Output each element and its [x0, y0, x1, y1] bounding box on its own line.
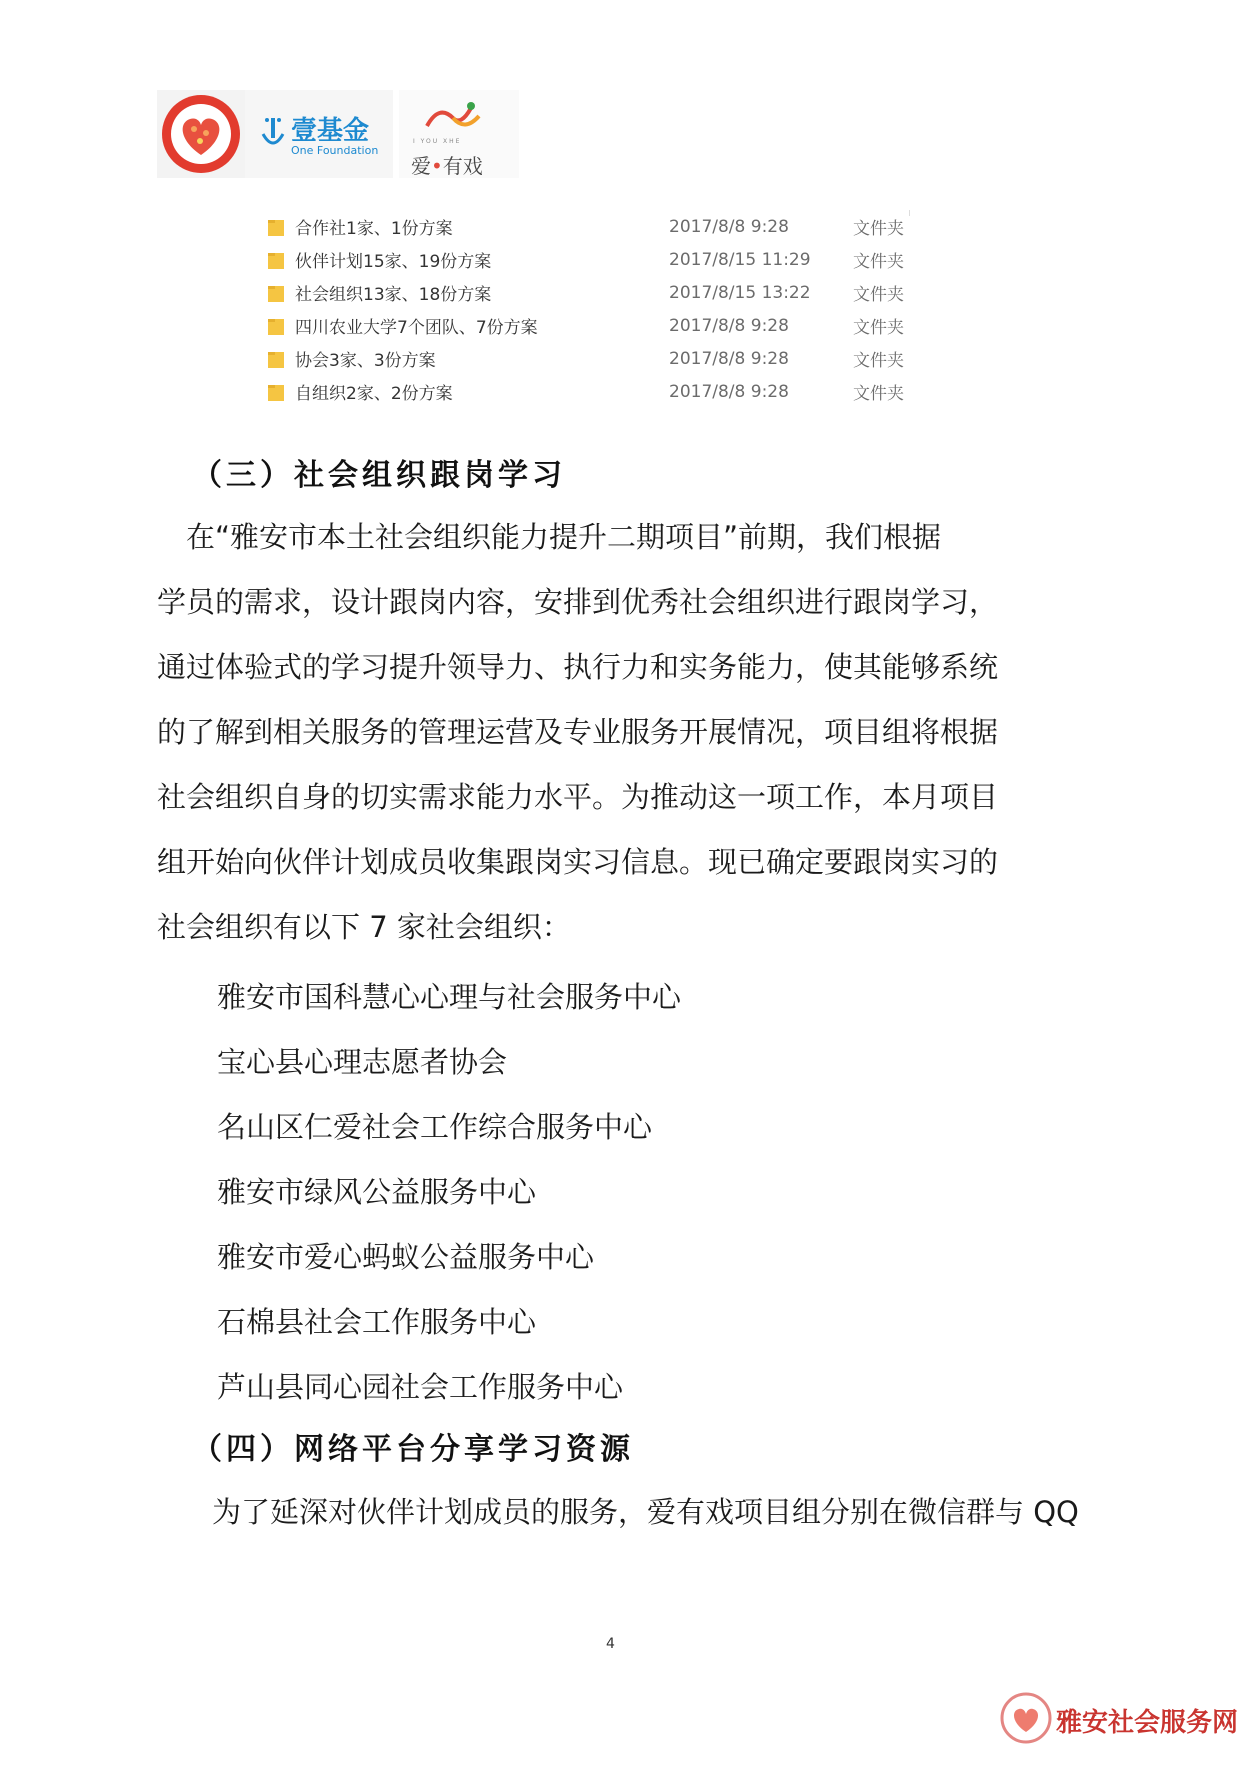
folder-icon [268, 284, 286, 302]
folder-name: 四川农业大学7个团队、7份方案 [295, 318, 538, 338]
folder-row[interactable] [250, 243, 910, 276]
folder-icon [268, 317, 286, 335]
org-item: 雅安市爱心蚂蚁公益服务中心 [217, 1240, 595, 1274]
org-item: 雅安市绿风公益服务中心 [217, 1175, 537, 1209]
paragraph-line: 的了解到相关服务的管理运营及专业服务开展情况，项目组将根据 [157, 715, 999, 749]
paragraph-line: 组开始向伙伴计划成员收集跟岗实习信息。现已确定要跟岗实习的 [157, 845, 999, 879]
ai-you-xi-mark-icon [419, 96, 489, 140]
folder-name: 协会3家、3份方案 [295, 351, 436, 371]
section-3-heading: （三）社会组织跟岗学习 [192, 458, 566, 493]
site-watermark [1000, 1690, 1239, 1750]
folder-type: 文件夹 [853, 318, 904, 338]
one-foundation-mark-icon [259, 112, 287, 152]
folder-date: 2017/8/8 9:28 [669, 381, 789, 402]
folder-icon [268, 350, 286, 368]
section-4-heading: （四）网络平台分享学习资源 [192, 1432, 634, 1467]
ai-you-xi-small-text: I YOU XHE [413, 138, 462, 145]
folder-name: 合作社1家、1份方案 [295, 219, 453, 239]
heart-seal-logo [157, 90, 245, 178]
org-item: 芦山县同心园社会工作服务中心 [217, 1370, 624, 1404]
folder-icon [268, 383, 286, 401]
paragraph-line: 在“雅安市本土社会组织能力提升二期项目”前期，我们根据 [157, 520, 942, 554]
paragraph-line: 社会组织自身的切实需求能力水平。为推动这一项工作，本月项目 [157, 780, 999, 814]
folder-icon [268, 218, 286, 236]
ai-you-xi-name: 爱•有戏 [411, 154, 483, 178]
ai-you-xi-logo [399, 90, 519, 178]
folder-date: 2017/8/15 11:29 [669, 249, 811, 270]
org-item: 石棉县社会工作服务中心 [217, 1305, 537, 1339]
folder-row[interactable] [250, 375, 910, 408]
header-logos [157, 90, 522, 178]
folder-type: 文件夹 [853, 219, 904, 239]
paragraph-line: 学员的需求，设计跟岗内容，安排到优秀社会组织进行跟岗学习， [157, 585, 999, 619]
one-foundation-cn: 壹基金 [291, 116, 370, 146]
folder-name: 社会组织13家、18份方案 [295, 285, 492, 305]
folder-name: 自组织2家、2份方案 [295, 384, 453, 404]
section-3-paragraph [157, 505, 1077, 960]
folder-row[interactable] [250, 342, 910, 375]
folder-row[interactable] [250, 276, 910, 309]
org-item: 雅安市国科慧心心理与社会服务中心 [217, 980, 682, 1014]
folder-name: 伙伴计划15家、19份方案 [295, 252, 492, 272]
watermark-text: 雅安社会服务网 [1056, 1708, 1239, 1738]
folder-row[interactable] [250, 210, 910, 243]
page-number: 4 [606, 1636, 615, 1652]
folder-list-screenshot [250, 210, 910, 425]
one-foundation-logo [245, 90, 393, 178]
folder-type: 文件夹 [853, 384, 904, 404]
section-4-paragraph: 为了延深对伙伴计划成员的服务，爱有戏项目组分别在微信群与 QQ [212, 1495, 1079, 1529]
folder-date: 2017/8/15 13:22 [669, 282, 811, 303]
heart-seal-icon [1000, 1692, 1052, 1744]
paragraph-line: 通过体验式的学习提升领导力、执行力和实务能力，使其能够系统 [157, 650, 999, 684]
folder-date: 2017/8/8 9:28 [669, 315, 789, 336]
folder-date: 2017/8/8 9:28 [669, 348, 789, 369]
folder-row[interactable] [250, 309, 910, 342]
folder-icon [268, 251, 286, 269]
org-item: 宝心县心理志愿者协会 [217, 1045, 508, 1079]
folder-date: 2017/8/8 9:28 [669, 216, 789, 237]
folder-type: 文件夹 [853, 285, 904, 305]
paragraph-line: 社会组织有以下 7 家社会组织： [157, 910, 571, 944]
folder-type: 文件夹 [853, 252, 904, 272]
folder-type: 文件夹 [853, 351, 904, 371]
one-foundation-en: One Foundation [291, 144, 379, 157]
org-item: 名山区仁爱社会工作综合服务中心 [217, 1110, 653, 1144]
